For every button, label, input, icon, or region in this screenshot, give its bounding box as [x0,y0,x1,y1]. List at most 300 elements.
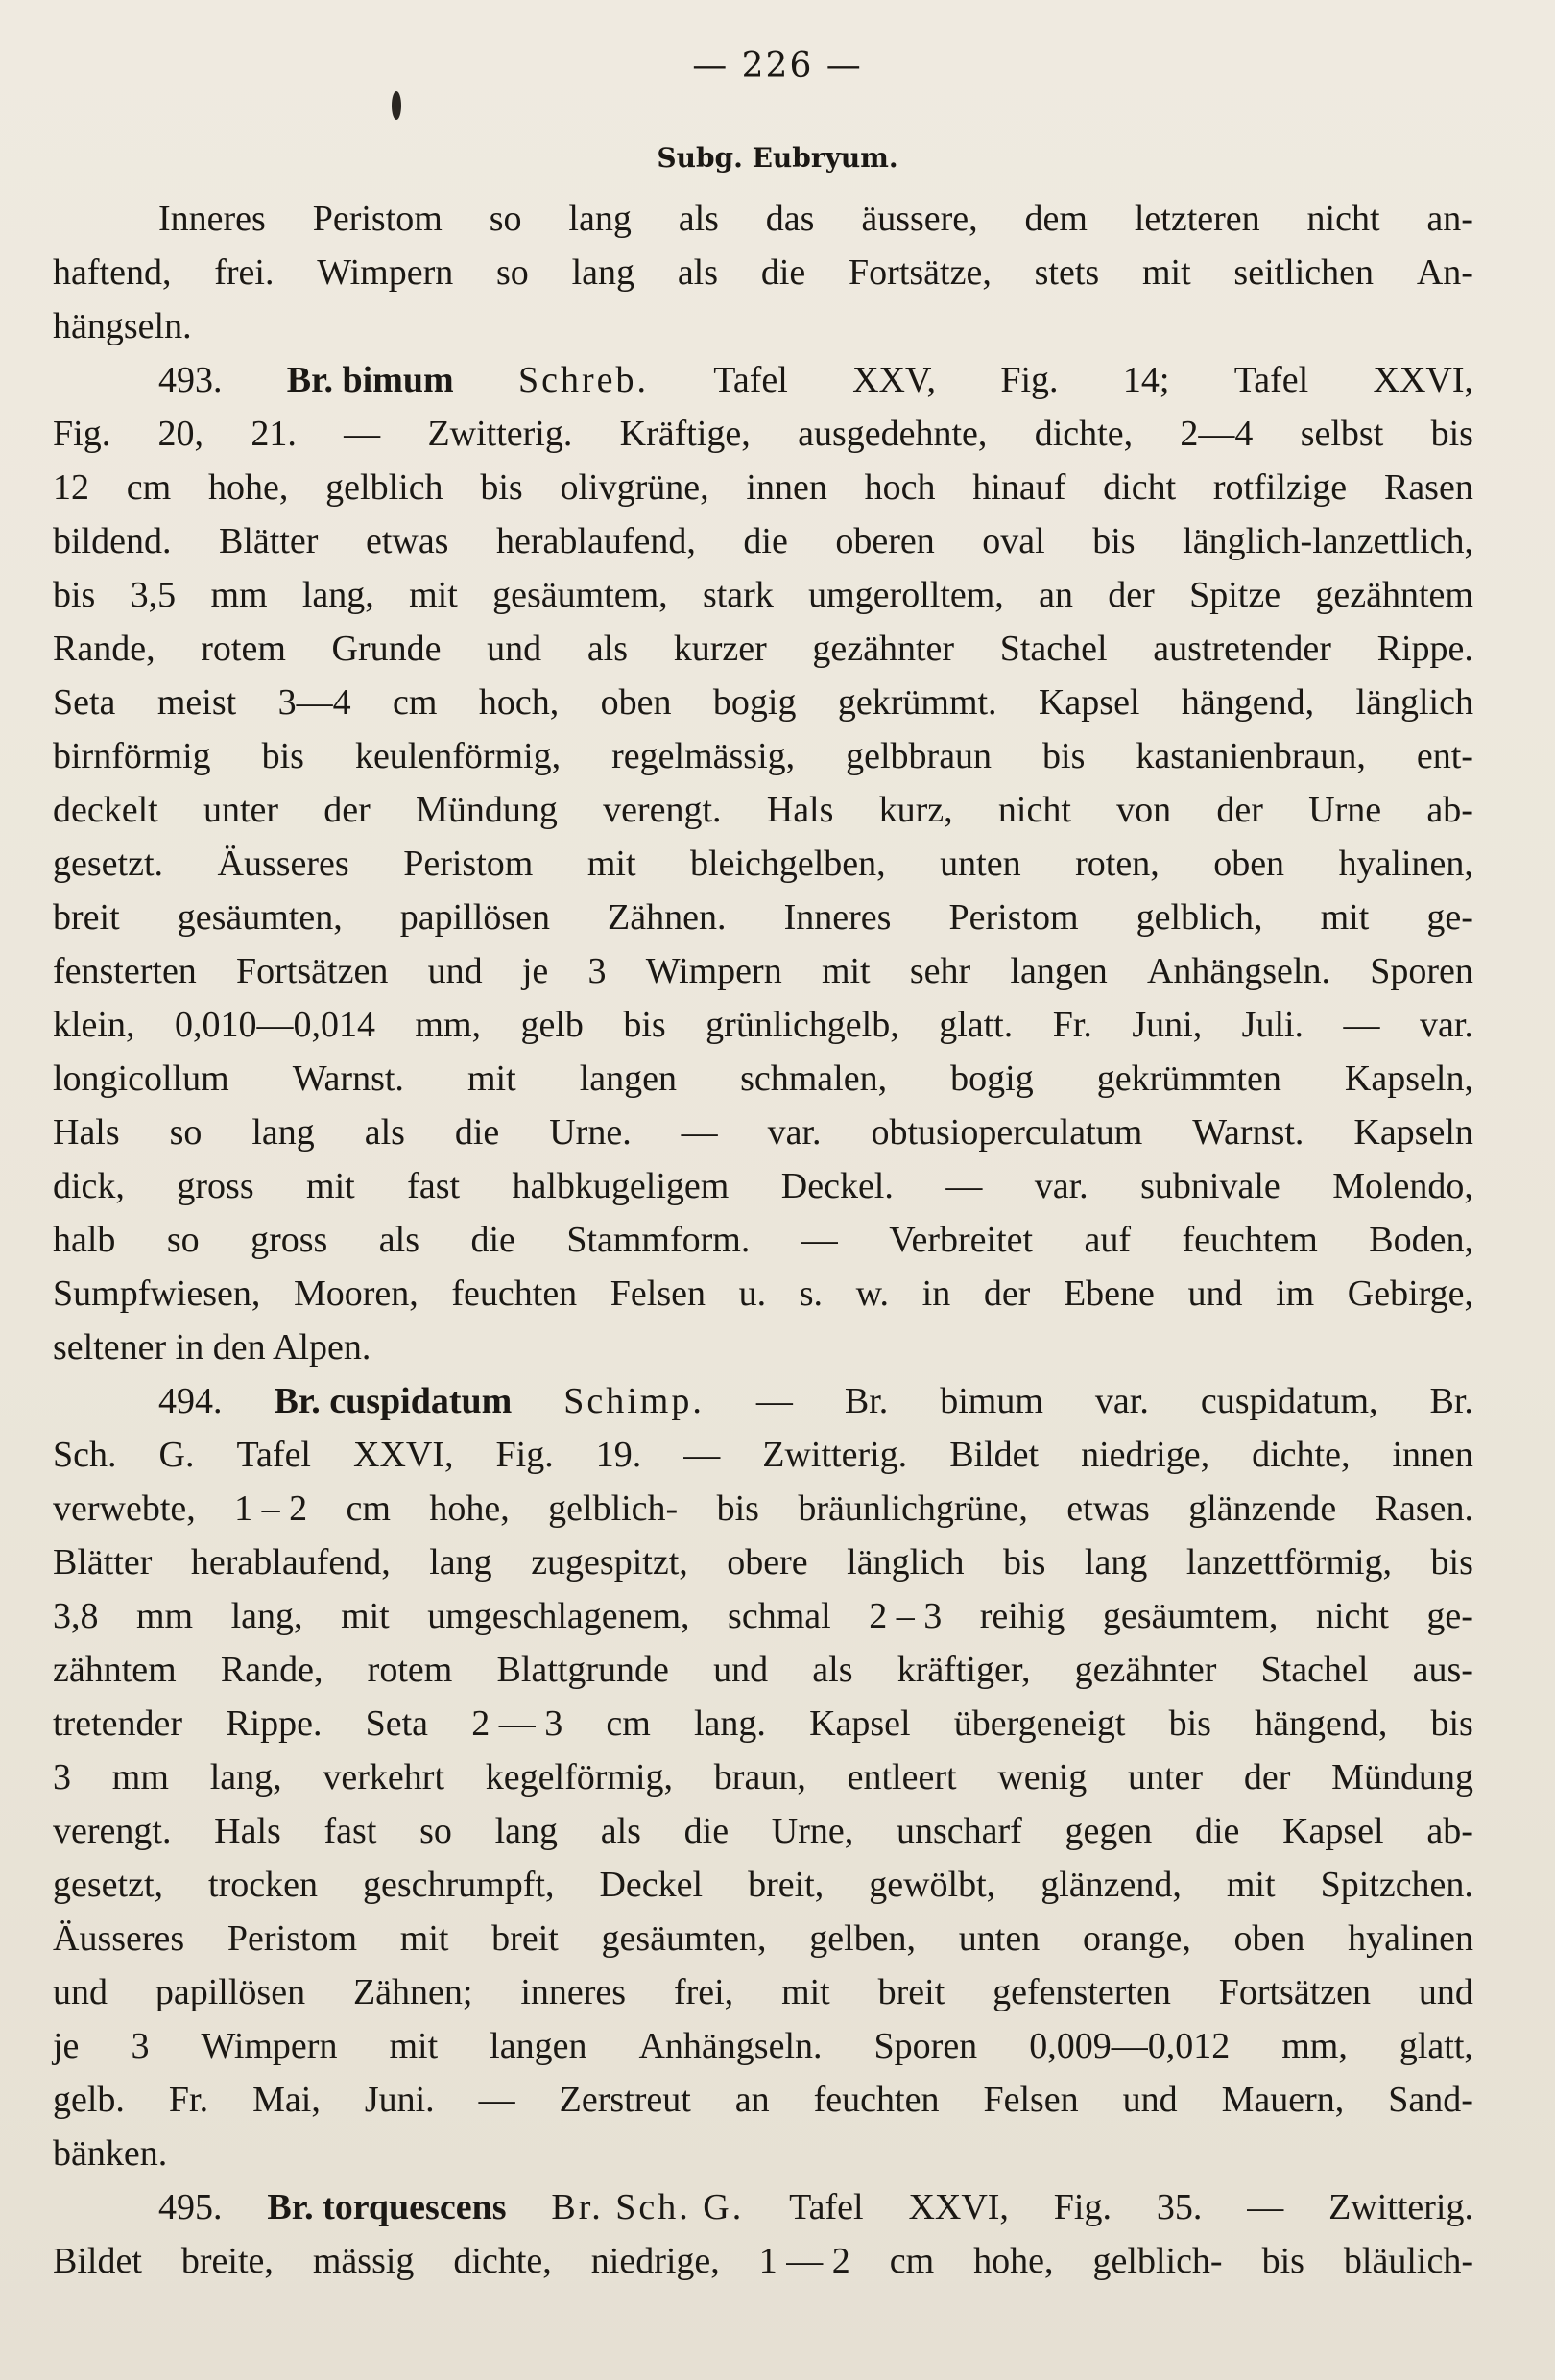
word: Zwitterig. [1328,2187,1473,2227]
word: An- [1416,252,1473,293]
word: w. [855,1273,890,1314]
word: 21. [251,414,297,454]
word: die [454,1112,500,1153]
word: Felsen [610,1273,706,1314]
word: feuchtem [1182,1220,1318,1260]
entry-number: 495. [158,2187,223,2227]
word: bis [1003,1542,1046,1583]
word: Urne, [771,1811,854,1851]
word: Deckel [599,1865,704,1905]
word: ent- [1416,736,1473,776]
word: niedrige, [1081,1435,1210,1475]
word: Inneres [783,897,892,938]
word: 2 — 3 [471,1703,563,1744]
word: var. [1034,1166,1088,1206]
word: Rande, [220,1650,323,1690]
word: an [1039,575,1073,615]
word: mit [341,1596,390,1636]
word: XXV, [852,360,937,400]
word: gesetzt. [53,844,164,884]
word: 1 — 2 [758,2241,850,2281]
word: dichte, [453,2241,552,2281]
word: subnivale [1140,1166,1280,1206]
word: gelbbraun [846,736,993,776]
text-line [53,1321,1473,1374]
word: lang [571,252,635,293]
word: ge- [1426,897,1473,938]
text-line [53,622,1473,676]
word: als [677,252,719,293]
word: Hals [766,790,834,830]
word: 12 [53,467,89,508]
word: oberen [835,521,935,561]
word: so [169,1112,203,1153]
word: als [812,1650,853,1690]
word: feuchten [451,1273,578,1314]
text-line [53,568,1473,622]
word: Fig. [495,1435,554,1475]
word: bis [716,1488,759,1529]
word: lang, [209,1757,282,1797]
word: und [427,951,483,991]
word: hängend, [1181,682,1315,723]
word: 3,5 [130,575,177,615]
word: Sand- [1388,2080,1473,2120]
word: hängseln. [53,306,192,346]
word: die [760,252,806,293]
word: lang [251,1112,315,1153]
word: Rippe. [1376,629,1473,669]
text-line [53,1106,1473,1159]
word: der [1216,790,1263,830]
word: frei, [673,1972,734,2012]
word: Sporen [873,2026,978,2066]
word: oval [982,521,1045,561]
word: mit [1141,252,1191,293]
word: mit [409,575,458,615]
text-line [53,1589,1473,1643]
word: ge- [1426,1596,1473,1636]
word: mit [389,2026,439,2066]
word: bildend. [53,521,172,561]
word: Deckel. [780,1166,894,1206]
word: Rasen. [1375,1488,1473,1529]
word: und [53,1972,108,2012]
word: halb [53,1220,116,1260]
word: austretender [1153,629,1331,669]
word: lanzettförmig, [1185,1542,1393,1583]
word: Peristom [403,844,534,884]
word: stets [1034,252,1100,293]
word: cuspidatum, [1200,1381,1378,1421]
word: kräftiger, [897,1650,1031,1690]
word: deckelt [53,790,158,830]
word: gekrümmten [1096,1059,1281,1099]
word: länglich [1355,682,1473,723]
text-line [53,1912,1473,1965]
word: innen [1392,1435,1473,1475]
word: Juni, [1132,1005,1203,1045]
word: Stachel [999,629,1108,669]
word: als [678,199,719,239]
text-line [53,1697,1473,1750]
word: langen [1010,951,1108,991]
word: Fig. [1000,360,1059,400]
paragraph-end: bänken. [53,2133,168,2174]
word: Fortsätzen [236,951,389,991]
text-line [53,2073,1473,2127]
word: Juni. [364,2080,435,2120]
word: gelb [520,1005,584,1045]
word: breite, [180,2241,274,2281]
word: 1 – 2 [234,1488,308,1529]
word: unten [940,844,1021,884]
word: bis [1092,521,1136,561]
word: mit [1226,1865,1276,1905]
word: 14; [1122,360,1170,400]
word: Tafel [236,1435,311,1475]
word: mit [466,1059,516,1099]
word: fast [407,1166,461,1206]
word: Br. [844,1381,889,1421]
species-author: Schimp. [563,1381,705,1421]
text-line [53,1052,1473,1106]
word: cm [126,467,172,508]
word: langen [490,2026,587,2066]
word: die [1194,1811,1240,1851]
text-line [53,944,1473,998]
word: dichte, [1034,414,1134,454]
word: bis [1430,1542,1473,1583]
text-line [53,837,1473,891]
word: 2—4 [1180,414,1254,454]
word: lang [568,199,632,239]
word: kegelförmig, [485,1757,674,1797]
word: Fig. [1053,2187,1112,2227]
word: birnförmig [53,736,211,776]
word: rotfilzige [1212,467,1348,508]
word: var. [1094,1381,1149,1421]
text-line [53,246,1473,299]
word: Hals [53,1112,120,1153]
word: haftend, [53,252,172,293]
text-line [53,998,1473,1052]
word: Molendo, [1332,1166,1473,1206]
word: herablaufend, [496,521,696,561]
word: Boden, [1369,1220,1473,1260]
word: Zähnen; [352,1972,473,2012]
word: nicht [997,790,1071,830]
word: hohe, [973,2241,1054,2281]
text-line [53,192,1473,246]
word: Kapsel [1282,1811,1384,1851]
word: Kapseln, [1344,1059,1473,1099]
word: 35. [1156,2187,1203,2227]
word: zugespitzt, [531,1542,688,1583]
word: gesäumtem, [1102,1596,1279,1636]
word: und [1187,1273,1243,1314]
word: Stammform. [566,1220,751,1260]
word: Zähnen. [608,897,727,938]
word: lang, [230,1596,303,1636]
word: 20, [157,414,204,454]
word: je [53,2026,80,2066]
word: bis [1042,736,1086,776]
word: auf [1084,1220,1132,1260]
word: ab- [1426,1811,1473,1851]
word: dick, [53,1166,125,1206]
word: und [487,629,542,669]
text-line [53,1535,1473,1589]
word: Mündung [416,790,558,830]
text-line [53,1804,1473,1858]
word: cm [392,682,438,723]
word: ab- [1426,790,1473,830]
word: umgerolltem, [808,575,1004,615]
word: gelben, [809,1918,917,1959]
text-line [53,1965,1473,2019]
word: verengt. [53,1811,172,1851]
word: rotem [201,629,286,669]
word: Mai, [252,2080,321,2120]
word: breit [877,1972,945,2012]
word: bis [480,467,523,508]
word: — [681,1112,718,1153]
word: Tafel [1233,360,1309,400]
word: hyalinen, [1338,844,1473,884]
word: klein, [53,1005,135,1045]
word: Äusseres [53,1918,185,1959]
word: roten, [1075,844,1160,884]
word: Anhängseln. [638,2026,823,2066]
word: glänzend, [1041,1865,1182,1905]
word: die [683,1811,730,1851]
word: bis [623,1005,666,1045]
word: G. [158,1435,195,1475]
word: 0,009—0,012 [1029,2026,1231,2066]
word: XXVI, [353,1435,454,1475]
species-name: Br. torquescens [267,2187,507,2227]
word: dicht [1103,467,1177,508]
word: Blätter [219,521,319,561]
word: der [323,790,371,830]
word: Rande, [53,629,156,669]
text-line [53,1428,1473,1482]
word: Peristom [227,1918,358,1959]
word: lang [429,1542,492,1583]
word: schmalen, [740,1059,888,1099]
paragraph-end: seltener in den Alpen. [53,1327,371,1368]
text-line [53,461,1473,514]
word: die [470,1220,515,1260]
word: frei. [214,252,275,293]
text-line [53,514,1473,568]
word: bogig [950,1059,1034,1099]
word: Warnst. [292,1059,404,1099]
word: Tafel [713,360,788,400]
text-line [53,299,1473,353]
word: fast [323,1811,377,1851]
word: 0,010—0,014 [174,1005,375,1045]
word: 2 – 3 [869,1596,943,1636]
word: hoch [864,467,936,508]
word: so [489,199,522,239]
word: gefensterten [993,1972,1171,2012]
word: Peristom [312,199,443,239]
word: gegen [1065,1811,1153,1851]
word: etwas [365,521,449,561]
word: obere [727,1542,808,1583]
word: je [521,951,549,991]
subgenus-heading: Subg. Eubryum. [657,142,898,174]
word: bräunlichgrüne, [798,1488,1028,1529]
word: var. [1419,1005,1473,1045]
word: mm [111,1757,169,1797]
word: tretender [53,1703,183,1744]
word: bis [1430,1703,1473,1744]
text-line [53,1750,1473,1804]
word: mässig [312,2241,415,2281]
word: unter [1127,1757,1204,1797]
word: Wimpern [317,252,454,293]
ink-spot [392,91,401,120]
word: nicht [1306,199,1380,239]
species-author: Br. Sch. G. [551,2187,745,2227]
word: so [419,1811,452,1851]
word: innen [746,467,827,508]
text-line [53,2127,1473,2180]
word: papillösen [155,1972,306,2012]
word: gekrümmt. [837,682,997,723]
word: bis [1261,2241,1304,2281]
word: mit [306,1166,355,1206]
word: hohe, [429,1488,510,1529]
word: unscharf [896,1811,1022,1851]
word: und [1418,1972,1473,2012]
word: hyalinen [1348,1918,1473,1959]
word: Seta [53,682,116,723]
word: — [801,1220,838,1260]
word: an [734,2080,770,2120]
word: gelblich- [548,1488,679,1529]
word: gross [251,1220,328,1260]
entry-number: 493. [158,360,223,400]
body-text [53,192,1473,2288]
word: Fig. [53,414,111,454]
text-line [53,2019,1473,2073]
word: reihig [979,1596,1065,1636]
word: Kräftige, [619,414,751,454]
word: oben [1233,1918,1305,1959]
word: bis [1168,1703,1211,1744]
entry-number: 494. [158,1381,223,1421]
text-line [53,676,1473,729]
word: rotem [367,1650,453,1690]
word: länglich [847,1542,965,1583]
word: gewölbt, [869,1865,996,1905]
word: der [983,1273,1031,1314]
word: Rasen [1383,467,1473,508]
species-name: Br. cuspidatum [274,1381,513,1421]
word: Juli. [1241,1005,1304,1045]
word: und [713,1650,769,1690]
entry-first-line [53,1374,1473,1428]
word: braun, [713,1757,806,1797]
word: wenig [997,1757,1088,1797]
word: Sch. [53,1435,117,1475]
word: bis [53,575,96,615]
word: der [1108,575,1155,615]
word: bis [1430,414,1473,454]
word: Hals [214,1811,281,1851]
word: Tafel [789,2187,864,2227]
word: bis [261,736,304,776]
word: übergeneigt [953,1703,1126,1744]
word: Grunde [331,629,442,669]
entry-first-line [53,353,1473,407]
word: Fortsätze, [849,252,992,293]
word: Wimpern [645,951,782,991]
word: in [921,1273,951,1314]
word: bimum [940,1381,1043,1421]
word: Bildet [949,1435,1040,1475]
word: umgeschlagenem, [427,1596,690,1636]
word: sehr [909,951,971,991]
word: cm [606,1703,651,1744]
word: XXVI, [1373,360,1473,400]
word: Blätter [53,1542,153,1583]
word: Mündung [1331,1757,1473,1797]
word: gezähntem [1315,575,1473,615]
word: Fortsätzen [1218,1972,1371,2012]
word: breit [53,897,120,938]
word: Zwitterig. [427,414,573,454]
word: schmal [728,1596,831,1636]
word: fensterten [53,951,197,991]
word: inneres [520,1972,627,2012]
word: langen [579,1059,678,1099]
word: 3,8 [53,1596,99,1636]
entry-first-line [53,2180,1473,2234]
word: und [1122,2080,1178,2120]
word: Kapsel [809,1703,911,1744]
word: Fr. [168,2080,209,2120]
word: Äusseres [217,844,349,884]
word: von [1116,790,1172,830]
word: verengt. [603,790,722,830]
word: bogig [712,682,797,723]
word: — [344,414,381,454]
word: unten [958,1918,1041,1959]
word: kurz, [878,790,953,830]
word: var. [767,1112,822,1153]
species-name: Br. bimum [286,360,454,400]
word: gelblich [325,467,443,508]
word: als [600,1811,641,1851]
word: als [378,1220,419,1260]
word: geschrumpft, [363,1865,555,1905]
word: feuchten [813,2080,940,2120]
word: — [1343,1005,1380,1045]
word: Mooren, [293,1273,419,1314]
word: Kapseln [1353,1112,1473,1153]
word: als [364,1112,405,1153]
word: 19. [595,1435,642,1475]
word: gesäumten, [177,897,343,938]
word: mit [781,1972,830,2012]
word: gelblich- [1092,2241,1223,2281]
species-author: Schreb. [517,360,649,400]
